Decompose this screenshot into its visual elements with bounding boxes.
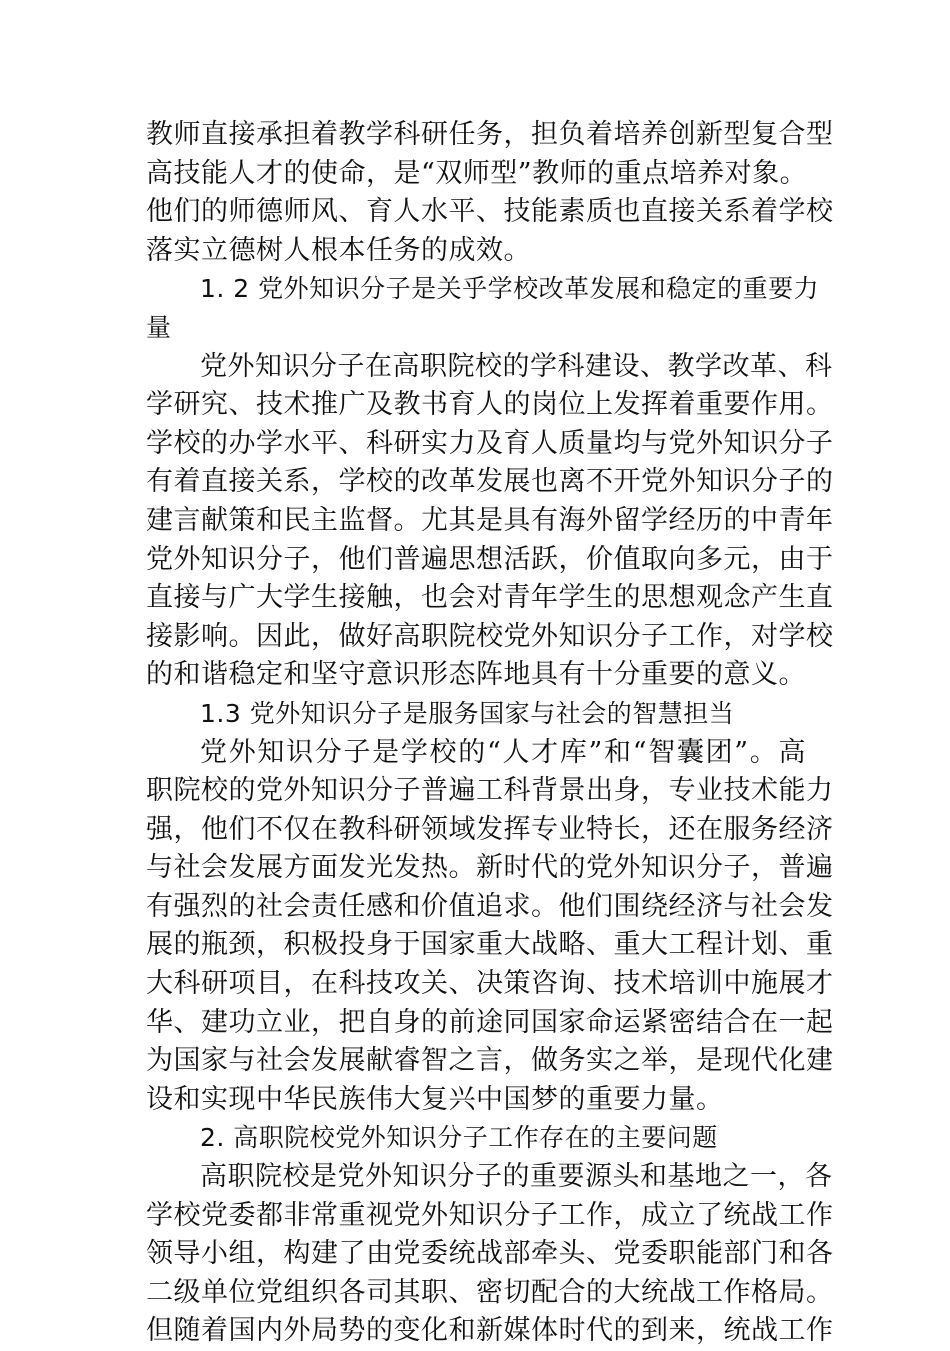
body-line: 设和实现中华民族伟大复兴中国梦的重要力量。 (146, 1083, 724, 1115)
body-line: 直接与广大学生接触，也会对青年学生的思想观念产生直 (146, 582, 834, 614)
body-line: 为国家与社会发展献睿智之言，做务实之举，是现代化建 (146, 1045, 834, 1077)
body-line: 建言献策和民主监督。尤其是具有海外留学经历的中青年 (146, 504, 834, 536)
section-heading-2: 2. 高职院校党外知识分子工作存在的主要问题 (200, 1123, 718, 1153)
section-heading-1-3: 1.3 党外知识分子是服务国家与社会的智慧担当 (200, 698, 735, 728)
body-line: 学研究、技术推广及教书育人的岗位上发挥着重要作用。 (146, 389, 834, 421)
body-line: 但随着国内外局势的变化和新媒体时代的到来，统战工作 (146, 1315, 834, 1347)
body-line: 展的瓶颈，积极投身于国家重大战略、重大工程计划、重 (146, 929, 834, 961)
body-line: 与社会发展方面发光发热。新时代的党外知识分子，普遍 (146, 852, 834, 884)
body-line: 华、建功立业，把自身的前途同国家命运紧密结合在一起 (146, 1006, 834, 1038)
body-line: 领导小组，构建了由党委统战部牵头、党委职能部门和各 (146, 1238, 834, 1270)
body-line: 高技能人才的使命，是“双师型”教师的重点培养对象。 (146, 157, 808, 189)
body-line: 强，他们不仅在教科研领域发挥专业特长，还在服务经济 (146, 813, 834, 845)
body-line: 党外知识分子在高职院校的学科建设、教学改革、科 (200, 350, 833, 382)
body-line: 高职院校是党外知识分子的重要源头和基地之一，各 (200, 1161, 833, 1193)
body-line: 有强烈的社会责任感和价值追求。他们围绕经济与社会发 (146, 890, 834, 922)
body-line: 党外知识分子，他们普遍思想活跃，价值取向多元，由于 (146, 543, 834, 575)
section-heading-1-2-continued: 量 (146, 312, 172, 342)
body-line: 学校党委都非常重视党外知识分子工作，成立了统战工作 (146, 1199, 834, 1231)
body-line: 落实立德树人根本任务的成效。 (146, 234, 531, 266)
body-line: 党外知识分子是学校的“人才库”和“智囊团”。高 (200, 736, 806, 768)
body-line: 接影响。因此，做好高职院校党外知识分子工作，对学校 (146, 620, 834, 652)
section-heading-1-2: 1. 2 党外知识分子是关乎学校改革发展和稳定的重要力 (200, 274, 820, 304)
body-line: 的和谐稳定和坚守意识形态阵地具有十分重要的意义。 (146, 659, 806, 691)
body-line: 二级单位党组织各司其职、密切配合的大统战工作格局。 (146, 1276, 834, 1308)
body-line: 职院校的党外知识分子普遍工科背景出身，专业技术能力 (146, 775, 834, 807)
body-line: 学校的办学水平、科研实力及育人质量均与党外知识分子 (146, 427, 834, 459)
body-line: 大科研项目，在科技攻关、决策咨询、技术培训中施展才 (146, 968, 834, 1000)
document-page (146, 116, 834, 1351)
body-line: 他们的师德师风、育人水平、技能素质也直接关系着学校 (146, 196, 834, 228)
body-line: 教师直接承担着教学科研任务，担负着培养创新型复合型 (146, 119, 834, 150)
body-line: 有着直接关系，学校的改革发展也离不开党外知识分子的 (146, 466, 834, 498)
